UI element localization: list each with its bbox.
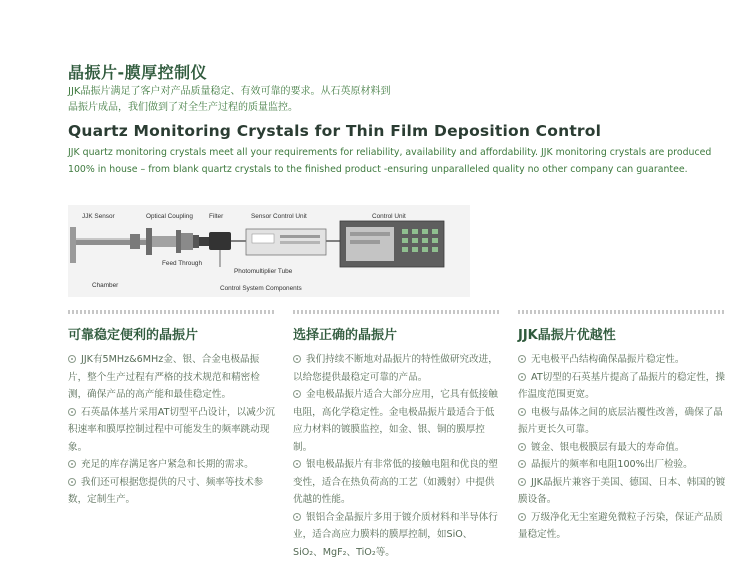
page-title-en: Quartz Monitoring Crystals for Thin Film Deposition Control [68, 122, 602, 140]
feature-list [518, 351, 726, 544]
jjk-sensor-head [130, 234, 140, 249]
feature-list [68, 351, 276, 509]
optical-coupling-flange [146, 228, 152, 255]
column-title: 可靠稳定便利的晶振片 [68, 328, 199, 343]
circle-dot-icon [518, 373, 526, 381]
circle-dot-icon [293, 390, 301, 398]
circle-dot-icon [293, 355, 301, 363]
label-sensor-control-unit: Sensor Control Unit [251, 213, 307, 220]
label-photomultiplier-tube: Photomultiplier Tube [234, 268, 293, 275]
column-divider [518, 310, 726, 314]
column-choose-crystals [293, 310, 501, 561]
label-control-system-components: Control System Components [220, 285, 302, 292]
feature-list [293, 351, 501, 561]
circle-dot-icon [68, 460, 76, 468]
filter-body [181, 233, 193, 250]
control-system-diagram [68, 205, 470, 297]
column-advantages [518, 310, 726, 544]
chamber-wall [70, 227, 76, 263]
label-jjk-sensor: JJK Sensor [82, 213, 115, 220]
list-item: 无电极平凸结构确保晶振片稳定性。 [518, 351, 726, 369]
label-filter: Filter [209, 213, 224, 220]
circle-dot-icon [518, 513, 526, 521]
list-item: 我们还可根据您提供的尺寸、频率等技术参数，定制生产。 [68, 476, 264, 505]
list-item: 万级净化无尘室避免微粒子污染，保证产品质量稳定性。 [518, 511, 723, 540]
circle-dot-icon [293, 460, 301, 468]
circle-dot-icon [68, 408, 76, 416]
list-item: 银电极晶振片有非常低的接触电阻和优良的塑变性，适合在热负荷高的工艺（如溅射）中提供优越的性能。 [293, 459, 498, 505]
circle-dot-icon [518, 478, 526, 486]
column-reliable-crystals [68, 310, 276, 509]
optical-coupling-body [152, 236, 176, 247]
label-optical-coupling: Optical Coupling [146, 213, 193, 220]
circle-dot-icon [518, 460, 526, 468]
column-divider [68, 310, 276, 314]
feed-through [199, 237, 209, 246]
list-item: 石英晶体基片采用AT切型平凸设计，以减少沉积速率和膜厚控制过程中可能发生的频率跳动现象。 [68, 406, 275, 453]
circle-dot-icon [518, 355, 526, 363]
list-item: 金电极晶振片适合大部分应用，它具有低接触电阻，高化学稳定性。金电极晶振片最适合于低应力材料的镀膜监控，如金、银、铜的膜厚控制。 [293, 389, 498, 453]
label-control-unit: Control Unit [372, 213, 406, 220]
circle-dot-icon [293, 513, 301, 521]
list-item: JJK有5MHz&6MHz金、银、合金电极晶振片，整个生产过程有严格的技术规范和精密检测，确保产品的高产能和最佳稳定性。 [68, 354, 260, 400]
circle-dot-icon [68, 355, 76, 363]
intro-cn-line-1: JJK晶振片满足了客户对产品质量稳定、有效可靠的要求。从石英原材料到 [68, 86, 391, 97]
photomultiplier-tube [209, 232, 231, 250]
list-item: 银铝合金晶振片多用于镀介质材料和半导体行业，适合高应力膜料的膜厚控制，如SiO、SiO₂、MgF₂、TiO₂等。 [293, 511, 498, 558]
list-item: 电极与晶体之间的底层沾覆性改善，确保了晶振片更长久可靠。 [518, 406, 723, 435]
list-item: 充足的库存满足客户紧急和长期的需求。 [68, 456, 276, 474]
circle-dot-icon [518, 443, 526, 451]
list-item: 晶振片的频率和电阻100%出厂检验。 [518, 456, 726, 474]
list-item: 我们持续不断地对晶振片的特性做研究改进，以给您提供最稳定可靠的产品。 [293, 354, 498, 383]
column-title: 选择正确的晶振片 [293, 328, 398, 343]
label-chamber: Chamber [92, 282, 119, 289]
list-item: 镀金、银电极膜层有最大的寿命值。 [518, 439, 726, 457]
circle-dot-icon [68, 478, 76, 486]
intro-en: JJK quartz monitoring crystals meet all your requirements for reliability, availability and affordability. JJK monitoring crystals are produced 100% in house – from blank quartz crystals to the finished product -ensuring unparalleled quality no other company can guarantee. [68, 147, 712, 175]
column-divider [293, 310, 501, 314]
column-title: JJK晶振片优越性 [518, 328, 616, 343]
page-title: 晶振片-膜厚控制仪 [68, 63, 208, 82]
circle-dot-icon [518, 408, 526, 416]
intro-cn-line-2: 晶振片成品，我们做到了对全生产过程的质量监控。 [68, 102, 298, 113]
list-item: AT切型的石英基片提高了晶振片的稳定性，操作温度范围更宽。 [518, 371, 725, 400]
list-item: JJK晶振片兼容于美国、德国、日本、韩国的镀膜设备。 [518, 476, 726, 505]
intro-cn [68, 84, 448, 116]
label-feed-through: Feed Through [162, 260, 203, 267]
